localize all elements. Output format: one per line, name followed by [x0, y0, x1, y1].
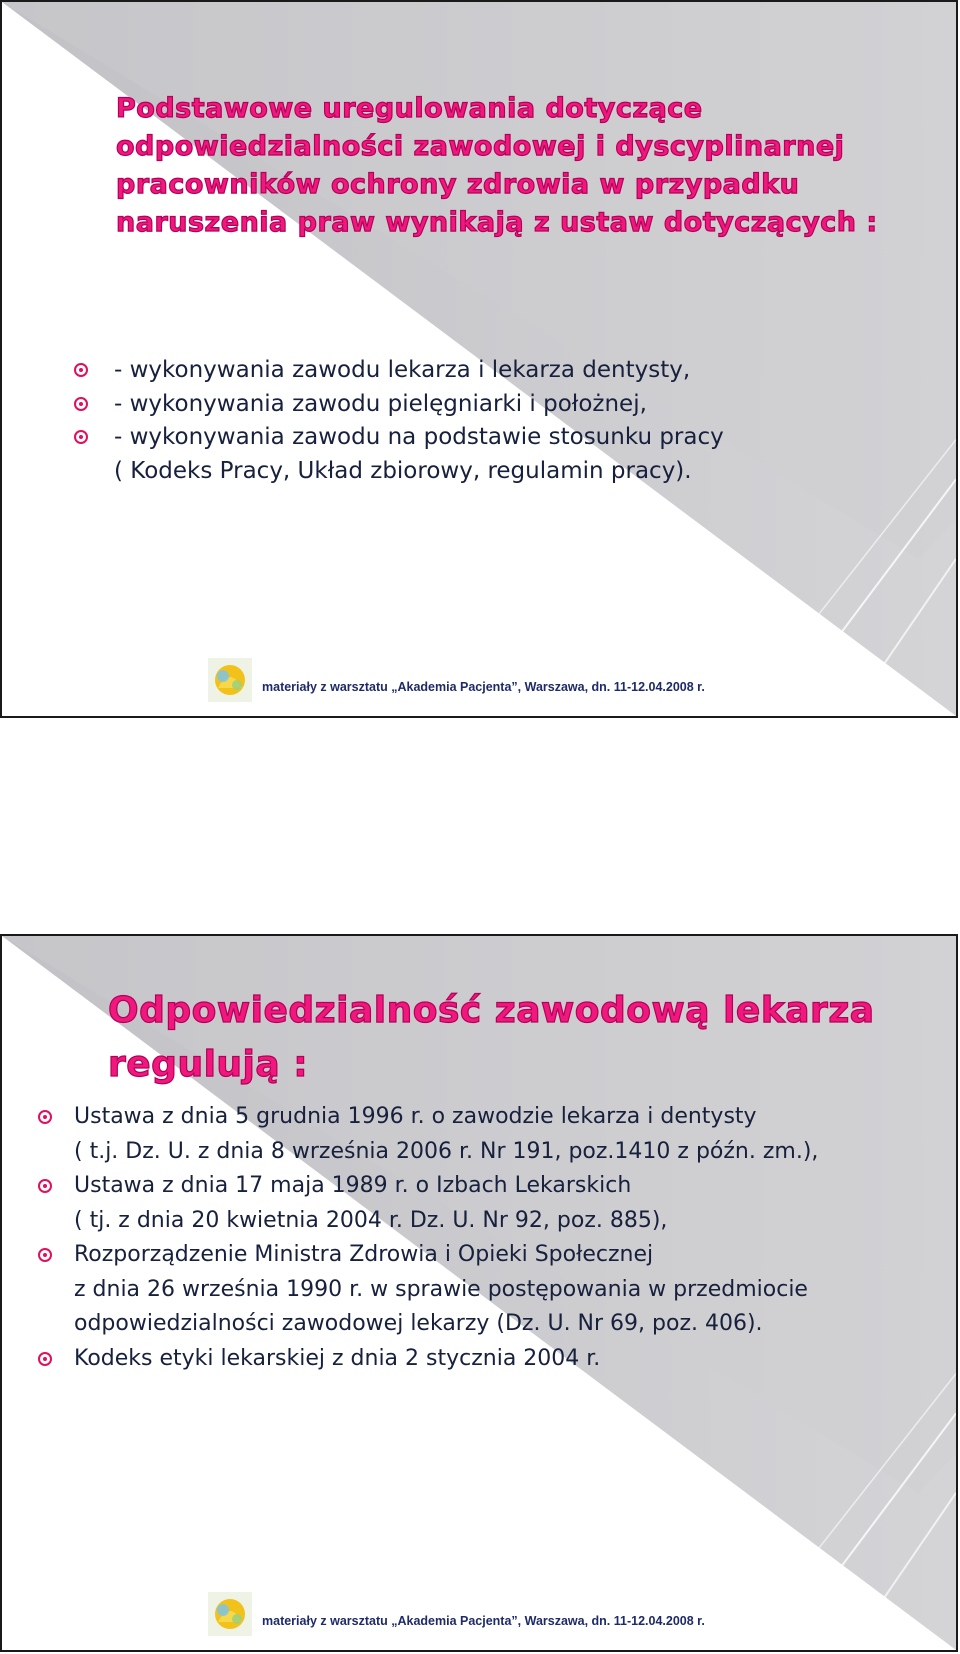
bullet-text: Kodeks etyki lekarskiej z dnia 2 stycznia 2004 r. [74, 1345, 601, 1371]
pink-circle-bullet-icon [38, 1110, 52, 1124]
bullet-text-continuation: ( tj. z dnia 20 kwietnia 2004 r. Dz. U. Nr 92, poz. 885), [74, 1207, 668, 1233]
title-line: Podstawowe uregulowania dotyczące [116, 93, 703, 124]
pink-circle-bullet-icon [38, 1179, 52, 1193]
list-item [74, 1238, 818, 1342]
bullet-text-continuation: ( t.j. Dz. U. z dnia 8 września 2006 r. Nr 191, poz.1410 z późn. zm.), [74, 1138, 819, 1164]
pink-circle-bullet-icon [74, 397, 88, 411]
slide-title [108, 984, 908, 1092]
bullet-list [74, 1100, 818, 1376]
list-item [74, 421, 724, 488]
list-item [74, 1342, 818, 1377]
pink-circle-bullet-icon [74, 363, 88, 377]
list-item [74, 354, 724, 388]
bullet-text-continuation: odpowiedzialności zawodowej lekarzy (Dz. U. Nr 69, poz. 406). [74, 1311, 763, 1336]
slide-2 [0, 934, 958, 1652]
title-line: odpowiedzialności zawodowej i dyscyplinarnej [116, 131, 845, 162]
bullet-text-continuation: ( Kodeks Pracy, Układ zbiorowy, regulamin pracy). [114, 457, 692, 484]
akademia-pacjenta-logo [208, 658, 252, 702]
pink-circle-bullet-icon [38, 1352, 52, 1366]
list-item [74, 388, 724, 422]
bullet-text-continuation: z dnia 26 września 1990 r. w sprawie postępowania w przedmiocie [74, 1276, 808, 1302]
akademia-pacjenta-logo [208, 1592, 252, 1636]
bullet-text: - wykonywania zawodu pielęgniarki i położnej, [114, 390, 647, 417]
bullet-text: Ustawa z dnia 17 maja 1989 r. o Izbach Lekarskich [74, 1173, 632, 1198]
footer-text: materiały z warsztatu „Akademia Pacjenta”, Warszawa, dn. 11-12.04.2008 r. [262, 680, 705, 694]
title-line: naruszenia praw wynikają z ustaw dotyczących : [116, 207, 878, 238]
slide-title [116, 90, 916, 242]
footer-text: materiały z warsztatu „Akademia Pacjenta”, Warszawa, dn. 11-12.04.2008 r. [262, 1614, 705, 1628]
bullet-text: Ustawa z dnia 5 grudnia 1996 r. o zawodzie lekarza i dentysty [74, 1104, 757, 1129]
bullet-text: - wykonywania zawodu na podstawie stosunku pracy [114, 424, 724, 450]
slide-1 [0, 0, 958, 718]
list-item [74, 1169, 818, 1238]
bullet-text: Rozporządzenie Ministra Zdrowia i Opieki Społecznej [74, 1242, 654, 1267]
title-line: regulują : [108, 1044, 309, 1085]
pink-circle-bullet-icon [38, 1248, 52, 1262]
title-line: Odpowiedzialność zawodową lekarza [108, 990, 875, 1031]
pink-circle-bullet-icon [74, 430, 88, 444]
title-line: pracowników ochrony zdrowia w przypadku [116, 169, 800, 200]
bullet-text: - wykonywania zawodu lekarza i lekarza dentysty, [114, 357, 691, 383]
list-item [74, 1100, 818, 1169]
bullet-list [74, 354, 724, 488]
